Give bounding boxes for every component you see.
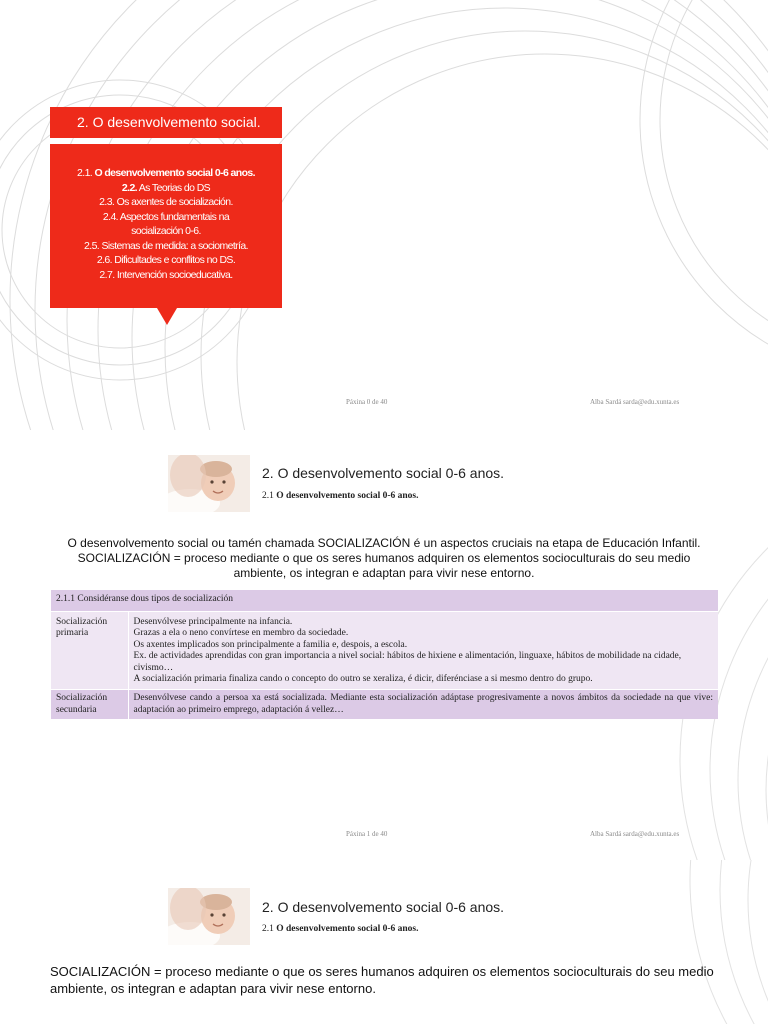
socialization-types-table <box>51 590 718 719</box>
baby-photo-icon <box>168 455 250 512</box>
table-row <box>51 611 718 690</box>
menu-item-2-5[interactable]: 2.5. Sistemas de medida: a sociometría. <box>84 239 248 252</box>
decorative-arcs <box>0 860 768 1024</box>
table-row <box>51 690 718 720</box>
intro-text: O desenvolvemento social ou tamén chamada SOCIALIZACIÓN é un aspectos cruciais na etapa de Educación Infantil. SOCIALIZACIÓN = proceso mediante o que os seres humanos adquiren os elementos socioculturais do seu medio ambiente, os integran e adaptan para vivir nese entorno. <box>67 536 701 580</box>
page-number: Páxina 0 de 40 <box>346 398 388 406</box>
slide-title: 2. O desenvolvemento social 0-6 anos. <box>262 465 505 481</box>
menu-item-2-3[interactable]: 2.3. Os axentes de socialización. <box>99 196 233 208</box>
menu-item-2-4-cont[interactable]: socialización 0-6. <box>131 225 201 237</box>
slide-3 <box>0 860 768 1024</box>
slide-title: 2. O desenvolvemento social 0-6 anos. <box>262 899 505 915</box>
slide-2 <box>0 430 768 860</box>
menu-item-2-2[interactable]: 2.2. As Teorias do DS <box>121 181 211 194</box>
row-description: Desenvólvese cando a persoa xa está socializada. Mediante esta socialización adáptase progresivamente a novos ámbitos da sociedade na que vive: adaptación ao primeiro emprego, adaptación á vellez… <box>128 690 718 720</box>
page-number: Páxina 1 de 40 <box>346 830 388 838</box>
row-description: Desenvólvese principalmente na infancia. Grazas a ela o neno convírtese en membro da sociedade. Os axentes implicados son principalmente a familia e, despois, a escola. Ex. de actividades aprendidas con gran importancia a nivel social: hábitos de hixiene e alimentación, linguaxe, hábitos de mobilidade na cidade, civismo… A socialización primaria finaliza cando o concepto do outro se xeraliza, é dicir, diferénciase a si mesmo dentro do grupo. <box>128 611 718 690</box>
slide-subtitle: 2.1 O desenvolvemento social 0-6 anos. <box>262 491 419 501</box>
baby-photo <box>168 455 250 512</box>
slide-title: 2. O desenvolvemento social. <box>50 107 282 138</box>
author-footer: Alba Sardá sarda@edu.xunta.es <box>590 398 680 406</box>
row-label: Socialización primaria <box>51 611 128 690</box>
table-header-row <box>51 590 718 611</box>
slide-subtitle: 2.1 O desenvolvemento social 0-6 anos. <box>262 924 419 934</box>
body-text: SOCIALIZACIÓN = proceso mediante o que os seres humanos adquiren os elementos socioculturais do seu medio ambiente, os integran e adaptan para vivir nese entorno. <box>50 964 714 996</box>
menu-pointer-arrow <box>157 308 177 325</box>
menu-item-2-4[interactable]: 2.4. Aspectos fundamentais na <box>102 210 230 223</box>
row-label: Socialización secundaria <box>51 690 128 720</box>
baby-photo-icon <box>168 888 250 945</box>
table-header: 2.1.1 Considéranse dous tipos de socialización <box>51 590 718 611</box>
baby-photo <box>168 888 250 945</box>
topics-menu <box>50 144 282 308</box>
slide-1 <box>0 0 768 430</box>
menu-item-2-6[interactable]: 2.6. Dificultades e conflitos no DS. <box>96 254 236 266</box>
menu-item-2-1[interactable]: 2.1. O desenvolvemento social 0-6 anos. <box>77 167 255 179</box>
author-footer: Alba Sardá sarda@edu.xunta.es <box>590 830 680 838</box>
menu-item-2-7[interactable]: 2.7. Intervención socioeducativa. <box>99 268 233 281</box>
